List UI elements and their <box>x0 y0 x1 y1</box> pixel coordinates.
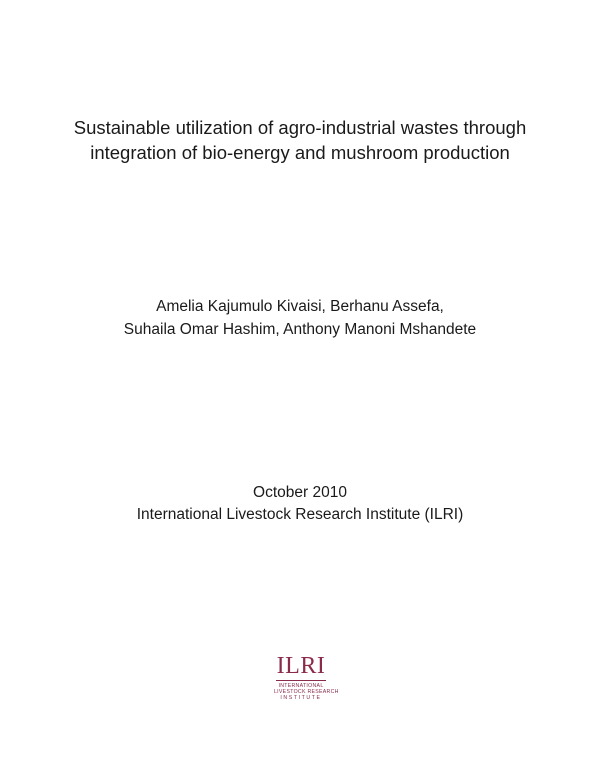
document-title <box>0 115 600 165</box>
logo-text-line-3: INSTITUTE <box>280 695 322 702</box>
logo-wordmark: ILRI <box>276 653 326 679</box>
publishing-institute: International Livestock Research Institute (ILRI) <box>136 506 464 523</box>
author-list <box>0 295 600 341</box>
publication-info <box>0 482 600 526</box>
publication-date: October 2010 <box>253 484 347 501</box>
logo-text-line-2: LIVESTOCK RESEARCH <box>274 689 339 696</box>
ilri-logo <box>274 653 339 705</box>
authors-line-2: Suhaila Omar Hashim, Anthony Manoni Mshandete <box>123 321 477 338</box>
title-line-1: Sustainable utilization of agro-industrial wastes through <box>73 117 527 138</box>
logo-text-line-1: INTERNATIONAL <box>278 683 324 689</box>
logo-divider <box>276 680 326 681</box>
title-line-2: integration of bio-energy and mushroom production <box>90 142 510 163</box>
authors-line-1: Amelia Kajumulo Kivaisi, Berhanu Assefa, <box>156 298 444 315</box>
